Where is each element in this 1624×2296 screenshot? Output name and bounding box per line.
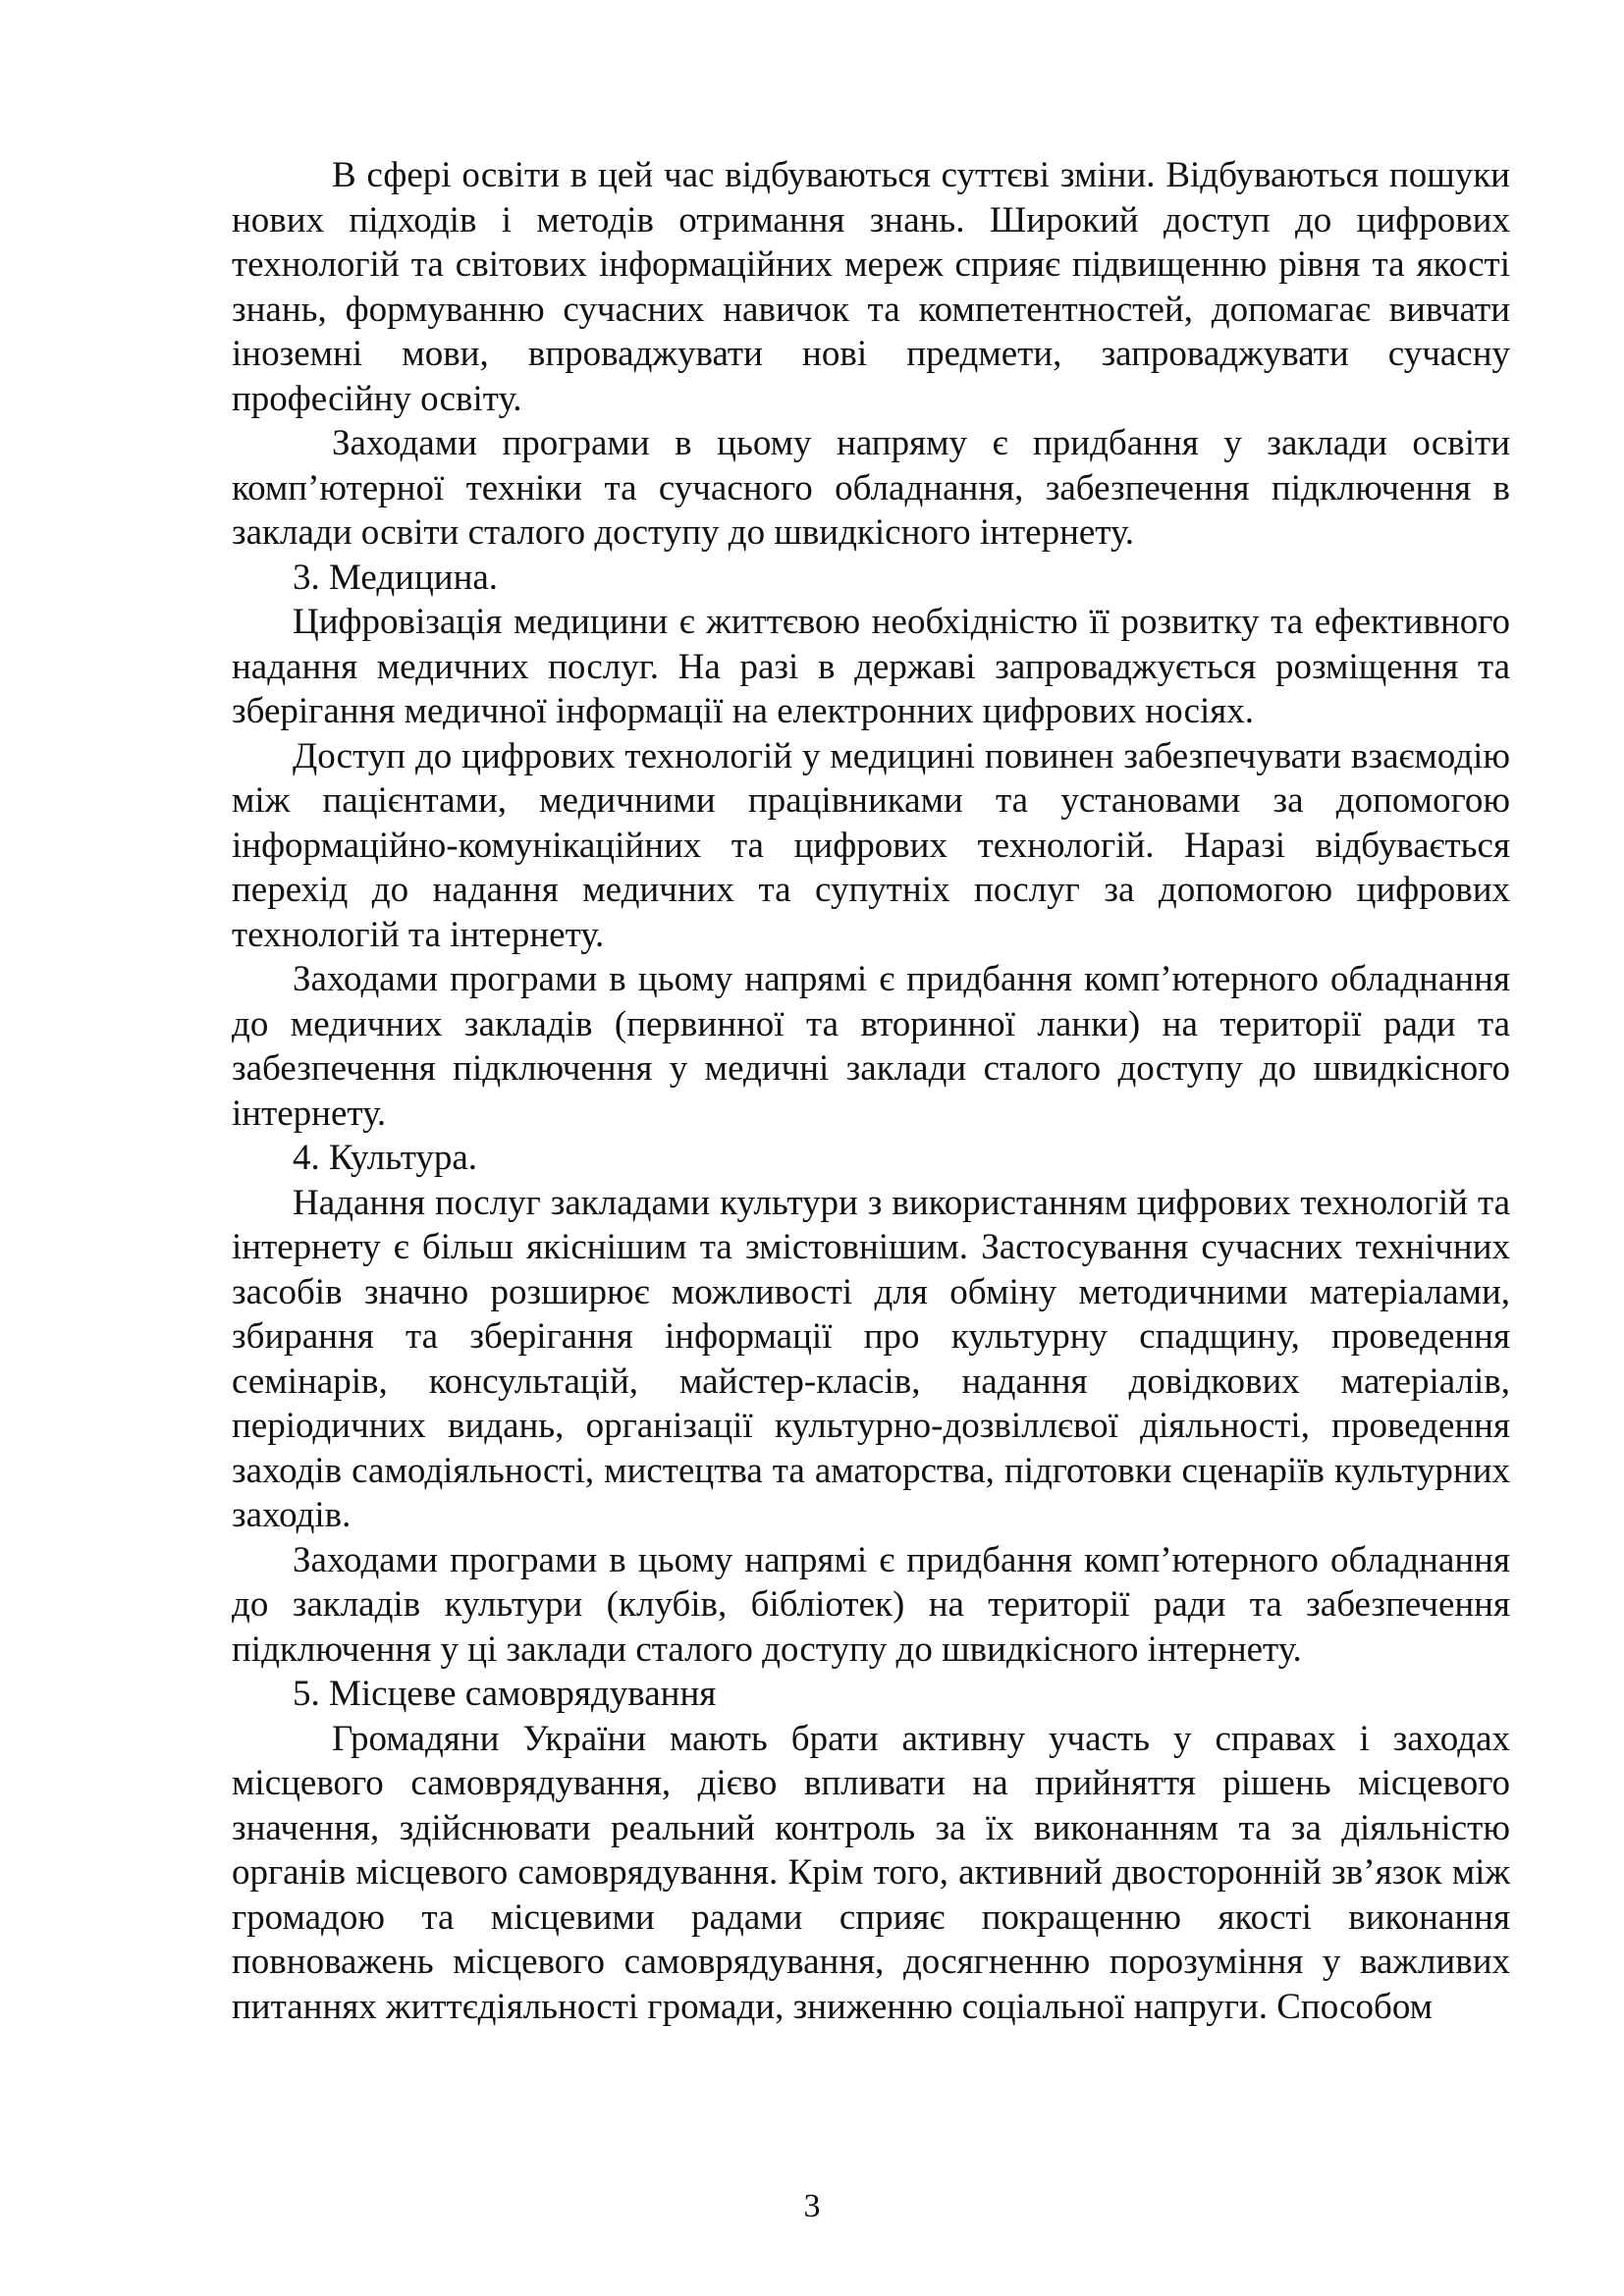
section-heading-medicine: 3. Медицина. [293, 557, 499, 598]
paragraph-local-government: Громадяни України мають брати активну участь у справах і заходах місцевого самоврядування, дієво впливати на прийняття рішень місцевого значення, здійснювати реальний контроль за їх виконанням та за діяльністю органів місцевого самоврядування. Крім того, активний двосторонній зв’язок між громадою та місцевими радами сприяє покращенню якості виконання повноважень місцевого самоврядування, досягненню порозуміння у важливих питаннях життєдіяльності громади, зниженню соціальної напруги. Способом [232, 1718, 1510, 2027]
section-heading-culture: 4. Культура. [293, 1138, 478, 1178]
page-number: 3 [803, 2188, 821, 2224]
page-body [232, 153, 1510, 2029]
paragraph-medicine-access: Доступ до цифрових технологій у медицині повинен забезпечувати взаємодію між пацієнтами, медичними працівниками та установами за допомогою інформаційно-комунікаційних та цифрових технологій. Наразі відбувається перехід до надання медичних та супутніх послуг за допомогою цифрових технологій та інтернету. [232, 735, 1510, 955]
paragraph-education-measures: Заходами програми в цьому напряму є придбання у заклади освіти комп’ютерної техніки та сучасного обладнання, забезпечення підключення в заклади освіти сталого доступу до швидкісного інтернету. [232, 423, 1510, 553]
paragraph-culture-measures: Заходами програми в цьому напрямі є придбання комп’ютерного обладнання до закладів культури (клубів, бібліотек) на території ради та забезпечення підключення у ці заклади сталого доступу до швидкісного інтернету. [232, 1539, 1510, 1670]
paragraph-culture-services: Надання послуг закладами культури з використанням цифрових технологій та інтернету є більш якіснішим та змістовнішим. Застосування сучасних технічних засобів значно розширює можливості для обміну методичними матеріалами, збирання та зберігання інформації про культурну спадщину, проведення семінарів, консультацій, майстер-класів, надання довідкових матеріалів, періодичних видань, організації культурно-дозвіллєвої діяльності, проведення заходів самодіяльності, мистецтва та аматорства, підготовки сценаріїв культурних заходів. [232, 1182, 1510, 1535]
section-heading-local-government: 5. Місцеве самоврядування [293, 1674, 717, 1714]
paragraph-medicine-digitalization: Цифровізація медицини є життєвою необхідністю її розвитку та ефективного надання медичних послуг. На разі в державі запроваджується розміщення та зберігання медичної інформації на електронних цифрових носіях. [232, 602, 1510, 731]
paragraph-education: В сфері освіти в цей час відбуваються суттєві зміни. Відбуваються пошуки нових підходів і методів отримання знань. Широкий доступ до цифрових технологій та світових інформаційних мереж сприяє підвищенню рівня та якості знань, формуванню сучасних навичок та компетентностей, допомагає вивчати іноземні мови, впроваджувати нові предмети, запроваджувати сучасну професійну освіту. [232, 155, 1510, 419]
paragraph-medicine-measures: Заходами програми в цьому напрямі є придбання комп’ютерного обладнання до медичних закладів (первинної та вторинної ланки) на території ради та забезпечення підключення у медичні заклади сталого доступу до швидкісного інтернету. [232, 959, 1510, 1134]
